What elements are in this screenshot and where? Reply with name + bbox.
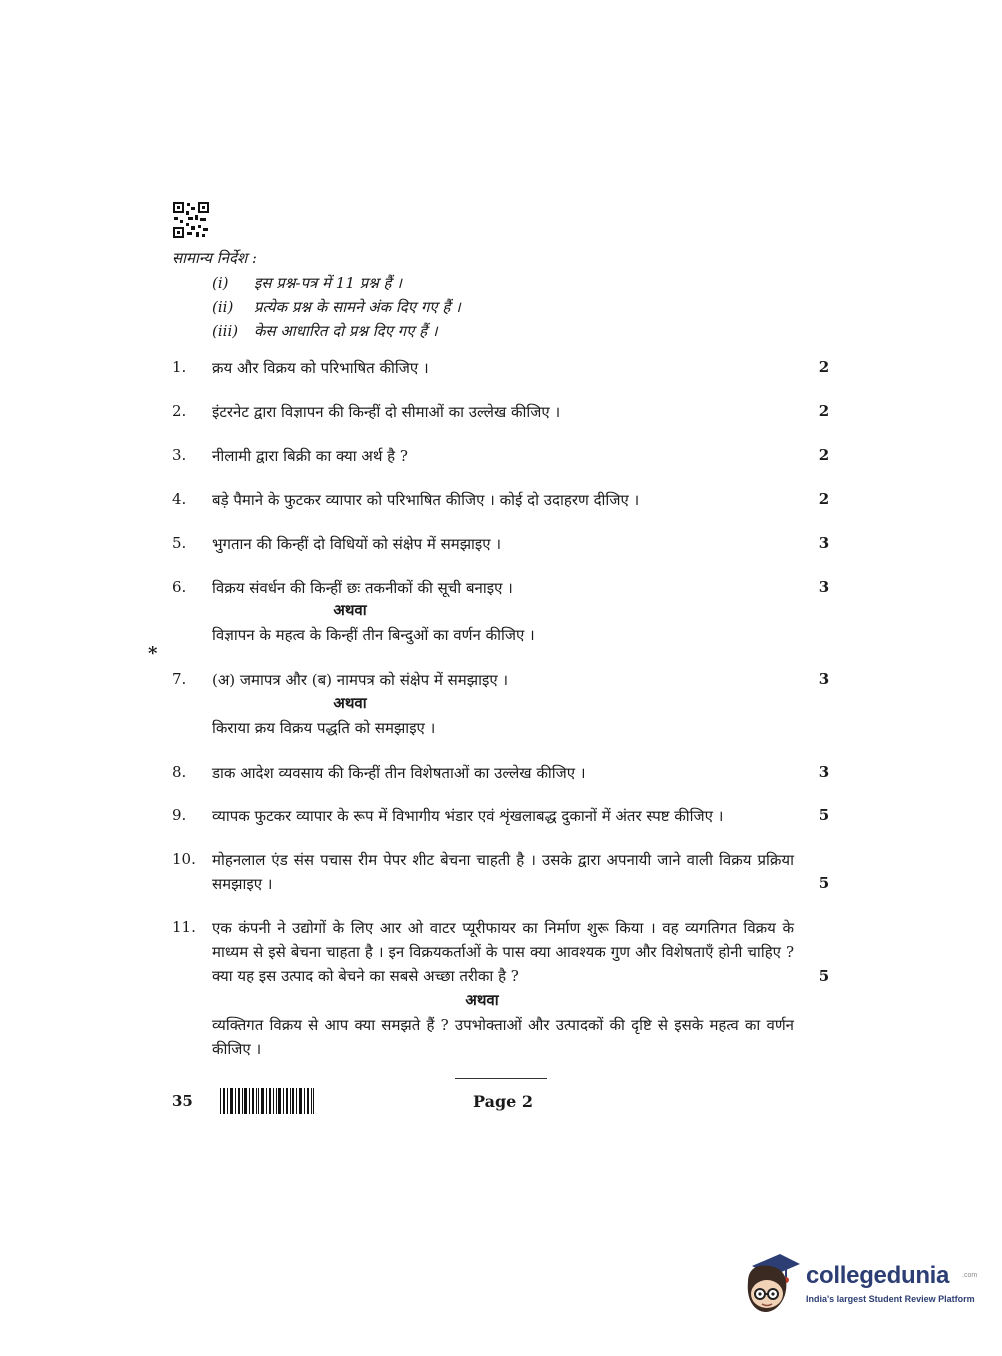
question-number: 11.	[172, 918, 196, 936]
instruction-item: (ii) प्रत्येक प्रश्न के सामने अंक दिए गए हैं ।	[212, 298, 461, 316]
question-marks: 5	[818, 967, 830, 985]
question-number: 1.	[172, 358, 187, 376]
general-instructions-title: सामान्य निर्देश :	[172, 249, 257, 267]
question-text: इंटरनेट द्वारा विज्ञापन की किन्हीं दो सीमाओं का उल्लेख कीजिए ।	[212, 403, 561, 421]
brand-name: collegedunia	[806, 1262, 950, 1289]
question-marks: 2	[818, 490, 830, 508]
question-marks: 5	[818, 874, 830, 892]
question-number: 2.	[172, 402, 187, 420]
question-number: 8.	[172, 763, 187, 781]
question-marks: 2	[818, 446, 830, 464]
question-text: व्यापक फुटकर व्यापार के रूप में विभागीय भंडार एवं शृंखलाबद्ध दुकानों में अंतर स्पष्ट कीजिए ।	[212, 807, 724, 825]
instruction-item: (i) इस प्रश्न-पत्र में 11 प्रश्न हैं ।	[212, 274, 402, 292]
or-label: अथवा	[465, 991, 499, 1009]
question-marks: 2	[818, 358, 830, 376]
qr-code	[172, 201, 210, 239]
question-text: क्रय और विक्रय को परिभाषित कीजिए ।	[212, 359, 429, 377]
question-number: 9.	[172, 806, 187, 824]
page-number: Page 2	[473, 1092, 534, 1111]
or-label: अथवा	[333, 694, 367, 712]
barcode	[220, 1088, 314, 1114]
question-number: 4.	[172, 490, 187, 508]
mascot-logo-icon	[742, 1250, 802, 1316]
brand-tagline: India's largest Student Review Platform	[806, 1294, 975, 1304]
question-text: एक कंपनी ने उद्योगों के लिए आर ओ वाटर प्यूरीफायर का निर्माण शुरू किया । वह व्यगतिगत विक्रय के माध्यम से इसे बेचना चाहता है । इन विक्रयकर्ताओं के पास क्या आवश्यक गुण और विशेषताएँ होनी चाहिए ? क्या यह इस उत्पाद को बेचने का सबसे अच्छा तरीका है ?	[212, 919, 794, 985]
question-marks: 3	[818, 670, 830, 688]
question-text: भुगतान की किन्हीं दो विधियों को संक्षेप में समझाइए ।	[212, 535, 502, 553]
question-number: 7.	[172, 670, 187, 688]
instruction-item: (iii) केस आधारित दो प्रश्न दिए गए हैं ।	[212, 322, 438, 340]
question-number: 6.	[172, 578, 187, 596]
question-text: डाक आदेश व्यवसाय की किन्हीं तीन विशेषताओं का उल्लेख कीजिए ।	[212, 764, 586, 782]
question-number: 3.	[172, 446, 187, 464]
alternative-question-text: किराया क्रय विक्रय पद्धति को समझाइए ।	[212, 719, 436, 737]
paper-code: 35	[172, 1092, 193, 1110]
footer-divider	[455, 1078, 547, 1079]
question-number: 5.	[172, 534, 187, 552]
question-text: बड़े पैमाने के फुटकर व्यापार को परिभाषित कीजिए । कोई दो उदाहरण दीजिए ।	[212, 491, 640, 509]
or-label: अथवा	[333, 601, 367, 619]
question-text: नीलामी द्वारा बिक्री का क्या अर्थ है ?	[212, 447, 408, 465]
star-mark: *	[148, 643, 158, 664]
question-text: विक्रय संवर्धन की किन्हीं छः तकनीकों की सूची बनाइए ।	[212, 579, 513, 597]
question-marks: 3	[818, 763, 830, 781]
question-text: मोहनलाल एंड संस पचास रीम पेपर शीट बेचना चाहती है । उसके द्वारा अपनायी जाने वाली विक्रय प्रक्रिया समझाइए ।	[212, 851, 794, 893]
question-text: (अ) जमापत्र और (ब) नामपत्र को संक्षेप में समझाइए ।	[212, 671, 509, 689]
brand-suffix: .com	[962, 1272, 978, 1279]
question-marks: 5	[818, 806, 830, 824]
question-marks: 2	[818, 402, 830, 420]
alternative-question-text: व्यक्तिगत विक्रय से आप क्या समझते हैं ? उपभोक्ताओं और उत्पादकों की दृष्टि से इसके महत्व का वर्णन कीजिए ।	[212, 1016, 794, 1058]
question-marks: 3	[818, 534, 830, 552]
alternative-question-text: विज्ञापन के महत्व के किन्हीं तीन बिन्दुओं का वर्णन कीजिए ।	[212, 626, 535, 644]
question-number: 10.	[172, 850, 196, 868]
question-marks: 3	[818, 578, 830, 596]
